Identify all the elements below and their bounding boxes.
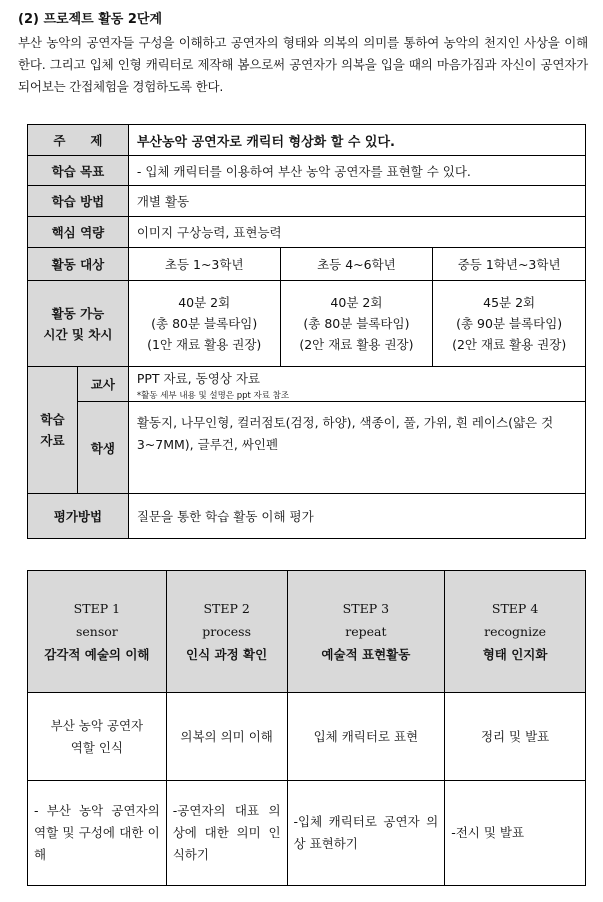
materials-label-line: 자료 — [40, 433, 65, 448]
step-english: repeat — [345, 624, 387, 639]
lesson-plan-table — [27, 124, 586, 539]
intro-paragraph: 부산 농악의 공연자들 구성을 이해하고 공연자의 형태와 의복의 의미를 통하여 농악의 천지인 사상을 이해한다. 그리고 입체 인형 캐릭터로 제작해 봄으로써 공연자가 의복을 입을 때의 마음가짐과 자신이 공연자가 되어보는 간접체험을 경험하도록 한다. — [18, 35, 588, 94]
step-korean: 형태 인지화 — [482, 647, 548, 662]
teacher-materials-text: PPT 자료, 동영상 자료 — [136, 371, 260, 386]
step-english: sensor — [75, 624, 118, 639]
time-material: (2안 재료 활용 권장) — [452, 337, 567, 352]
student-materials: 활동지, 나무인형, 컬러점토(검정, 하양), 색종이, 풀, 가위, 흰 레이스(얇은 것 3~7MM), 글루건, 싸인펜 — [128, 402, 585, 494]
step-english: recognize — [484, 624, 547, 639]
step-korean: 예술적 표현활동 — [321, 647, 411, 662]
section-heading: (2) 프로젝트 활동 2단계 — [18, 12, 163, 27]
time-cell — [280, 281, 433, 367]
materials-label — [28, 367, 78, 494]
time-block: (총 90분 블록타임) — [456, 316, 563, 331]
time-duration: 40분 2회 — [330, 295, 383, 310]
teacher-materials — [128, 367, 585, 402]
step-english: process — [202, 624, 251, 639]
time-cell — [128, 281, 280, 367]
step-summary: 부산 농악 공연자 역할 인식 — [28, 693, 167, 781]
step-korean: 인식 과정 확인 — [186, 647, 268, 662]
goal-value: - 입체 캐릭터를 이용하여 부산 농악 공연자를 표현할 수 있다. — [128, 156, 585, 186]
goal-label: 학습 목표 — [28, 156, 129, 186]
step-summary: 의복의 의미 이해 — [166, 693, 287, 781]
student-label: 학생 — [77, 402, 128, 494]
step-header — [445, 571, 586, 693]
eval-value: 질문을 통한 학습 활동 이해 평가 — [128, 494, 585, 539]
time-block: (총 80분 블록타임) — [303, 316, 410, 331]
step-korean: 감각적 예술의 이해 — [44, 647, 150, 662]
time-material: (1안 재료 활용 권장) — [147, 337, 262, 352]
time-material: (2안 재료 활용 권장) — [299, 337, 414, 352]
materials-label-line: 학습 — [40, 412, 65, 427]
eval-label: 평가방법 — [28, 494, 129, 539]
step-summary: 정리 및 발표 — [445, 693, 586, 781]
time-label-line: 시간 및 차시 — [43, 326, 113, 342]
step-number: STEP 2 — [203, 601, 250, 616]
steps-table — [27, 570, 586, 886]
competency-label: 핵심 역량 — [28, 217, 129, 248]
teacher-label: 교사 — [77, 367, 128, 402]
time-label-line: 활동 가능 — [51, 305, 105, 321]
time-duration: 45분 2회 — [483, 295, 536, 310]
method-label: 학습 방법 — [28, 186, 129, 217]
theme-value: 부산농악 공연자로 캐릭터 형상화 할 수 있다. — [128, 125, 585, 156]
method-value: 개별 활동 — [128, 186, 585, 217]
target-label: 활동 대상 — [28, 248, 129, 281]
competency-value: 이미지 구상능력, 표현능력 — [128, 217, 585, 248]
step-detail: -입체 캐릭터로 공연자 의상 표현하기 — [287, 781, 445, 886]
step-detail: - 부산 농악 공연자의 역할 및 구성에 대한 이해 — [28, 781, 167, 886]
step-number: STEP 4 — [491, 601, 539, 616]
step-detail: -전시 및 발표 — [445, 781, 586, 886]
step-number: STEP 3 — [342, 601, 390, 616]
step-detail: -공연자의 대표 의상에 대한 의미 인식하기 — [166, 781, 287, 886]
time-duration: 40분 2회 — [178, 295, 231, 310]
time-block: (총 80분 블록타임) — [151, 316, 258, 331]
time-label — [28, 281, 129, 367]
time-cell — [433, 281, 586, 367]
step-header — [166, 571, 287, 693]
theme-label: 주 제 — [28, 125, 129, 156]
target-cell: 초등 1~3학년 — [128, 248, 280, 281]
teacher-note: *활동 세부 내용 및 설명은 ppt 자료 참조 — [136, 391, 290, 401]
step-summary: 입체 캐릭터로 표현 — [287, 693, 445, 781]
target-cell: 중등 1학년~3학년 — [433, 248, 586, 281]
step-number: STEP 1 — [73, 601, 121, 616]
step-header — [28, 571, 167, 693]
target-cell: 초등 4~6학년 — [280, 248, 433, 281]
step-header — [287, 571, 445, 693]
